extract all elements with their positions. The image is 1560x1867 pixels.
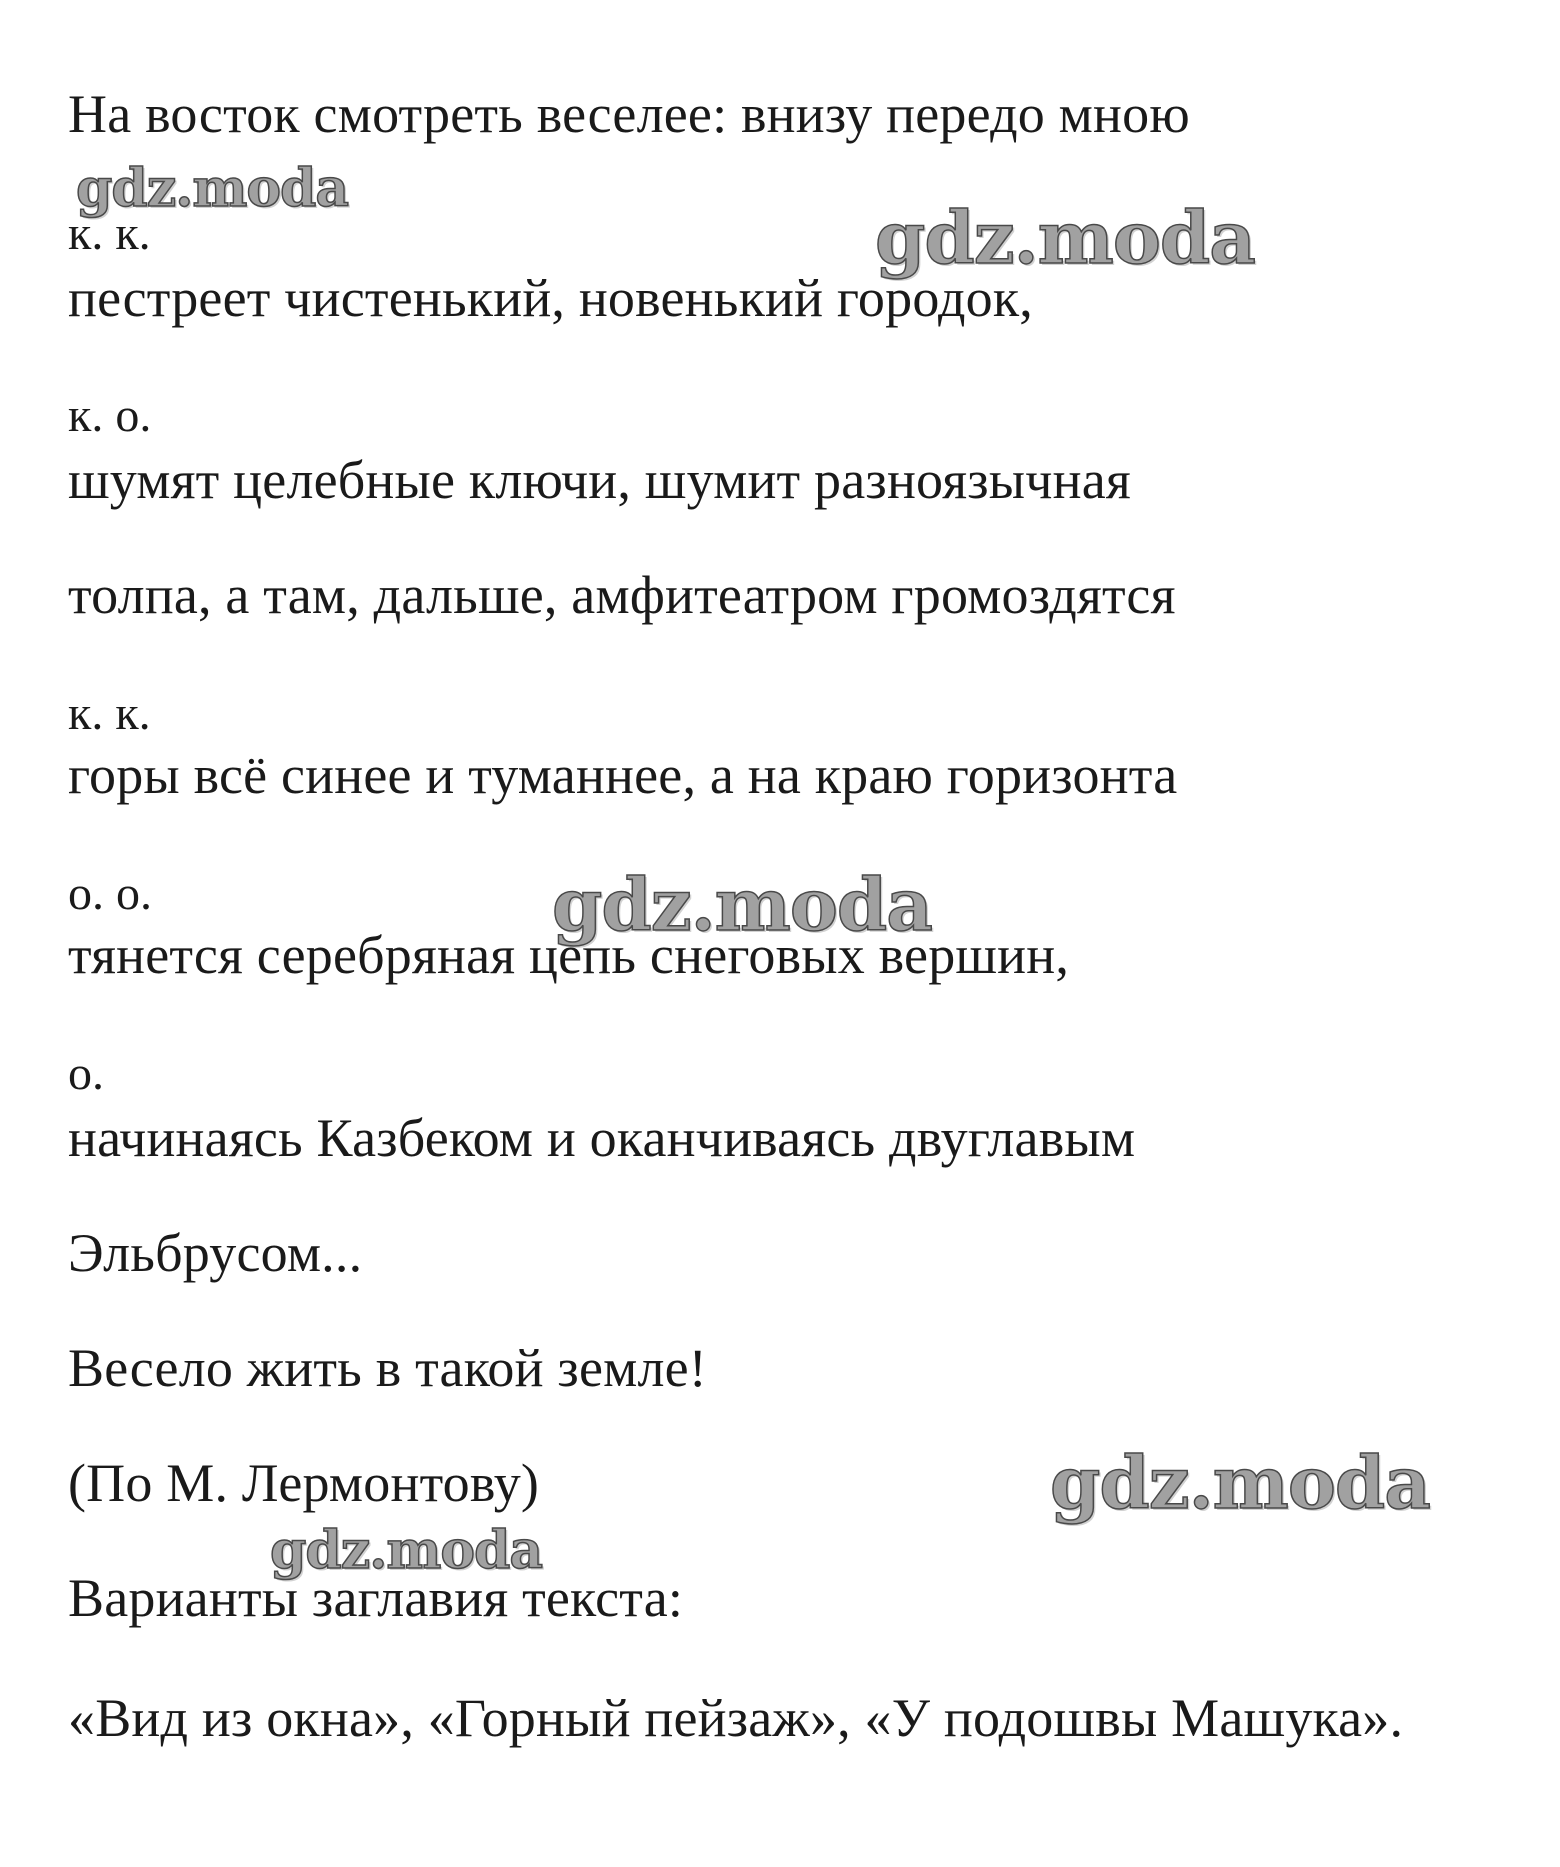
text-line: Весело жить в такой земле! — [68, 1338, 707, 1398]
text-line: «Вид из окна», «Горный пейзаж», «У подошвы Машука». — [68, 1688, 1404, 1748]
watermark-logo: gdz.moda — [875, 195, 1255, 280]
text-line: начинаясь Казбеком и оканчиваясь двуглавым — [68, 1108, 1136, 1168]
text-line: Варианты заглавия текста: — [68, 1568, 684, 1628]
text-line: (По М. Лермонтову) — [68, 1453, 540, 1513]
word-mark: к. о. — [68, 389, 152, 442]
word-mark: к. к. — [68, 207, 151, 260]
watermark-logo: gdz.moda — [76, 158, 349, 219]
text-line: шумят целебные ключи, шумит разноязычная — [68, 450, 1131, 510]
watermark-logo: gdz.moda — [270, 1520, 543, 1581]
word-mark: о. о. — [68, 867, 152, 920]
text-line: пестреет чистенький, новенький городок, — [68, 268, 1033, 328]
text-line: горы всё синее и туманнее, а на краю горизонта — [68, 745, 1178, 805]
text-line: тянется серебряная цепь снеговых вершин, — [68, 925, 1070, 985]
text-line: На восток смотреть веселее: внизу передо мною — [68, 84, 1190, 144]
text-line: Эльбрусом... — [68, 1223, 363, 1283]
word-mark: о. — [68, 1047, 104, 1100]
text-line: толпа, а там, дальше, амфитеатром громоздятся — [68, 565, 1176, 625]
word-mark: к. к. — [68, 687, 151, 740]
watermark-logo: gdz.moda — [552, 862, 932, 947]
watermark-logo: gdz.moda — [1050, 1440, 1430, 1525]
